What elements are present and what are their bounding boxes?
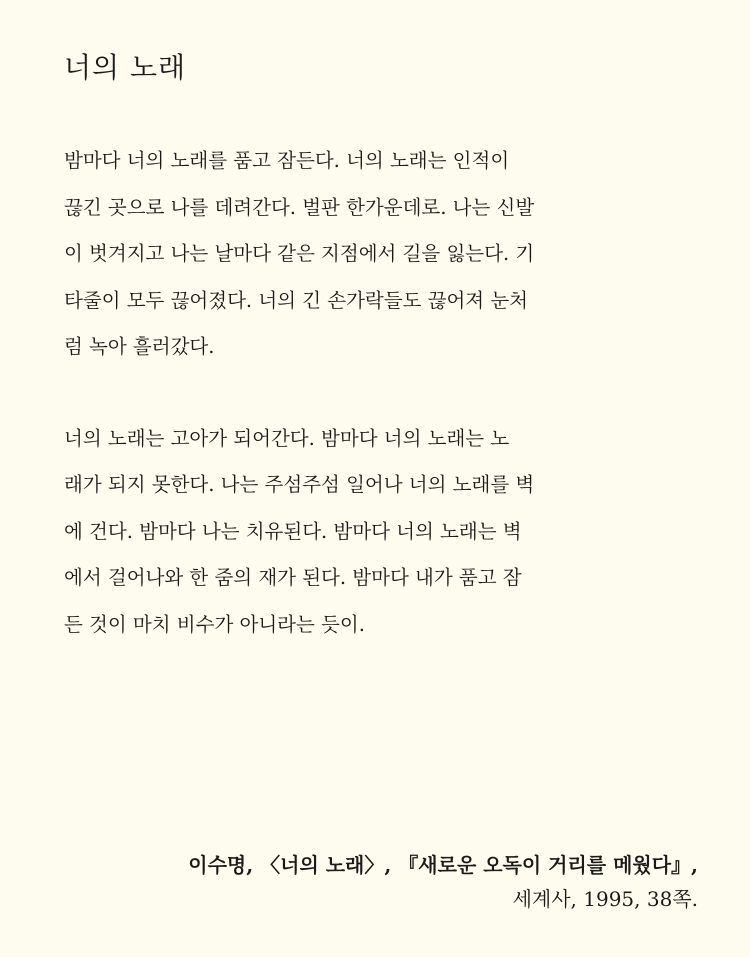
citation bbox=[188, 848, 698, 916]
stanza-2 bbox=[64, 416, 604, 649]
poem-title: 너의 노래 bbox=[64, 51, 187, 84]
poem-line: 이 벗겨지고 나는 날마다 같은 지점에서 길을 잃는다. 기 bbox=[64, 242, 535, 265]
poem-line: 타줄이 모두 끊어졌다. 너의 긴 손가락들도 끊어져 눈처 bbox=[64, 288, 529, 312]
poem-line: 래가 되지 못한다. 나는 주섬주섬 일어나 너의 노래를 벽 bbox=[64, 473, 535, 496]
poem-line: 끊긴 곳으로 나를 데려간다. 벌판 한가운데로. 나는 신발 bbox=[64, 195, 535, 219]
poem-line: 에서 걸어나와 한 줌의 재가 된다. 밤마다 내가 품고 잠 bbox=[64, 566, 522, 589]
citation-source: 이수명, 〈너의 노래〉, 『새로운 오독이 거리를 메웠다』, bbox=[188, 853, 698, 877]
poem-body bbox=[64, 138, 604, 648]
poem-line: 에 건다. 밤마다 나는 치유된다. 밤마다 너의 노래는 벽 bbox=[64, 519, 522, 543]
poem-line: 든 것이 마치 비수가 아니라는 듯이. bbox=[64, 612, 365, 636]
poem-line: 밤마다 너의 노래를 품고 잠든다. 너의 노래는 인적이 bbox=[64, 149, 510, 172]
poem-line: 럼 녹아 흘러갔다. bbox=[64, 335, 215, 358]
stanza-1 bbox=[64, 138, 604, 371]
citation-publisher: 세계사, 1995, 38쪽. bbox=[512, 887, 698, 911]
poem-line: 너의 노래는 고아가 되어간다. 밤마다 너의 노래는 노 bbox=[64, 426, 510, 450]
